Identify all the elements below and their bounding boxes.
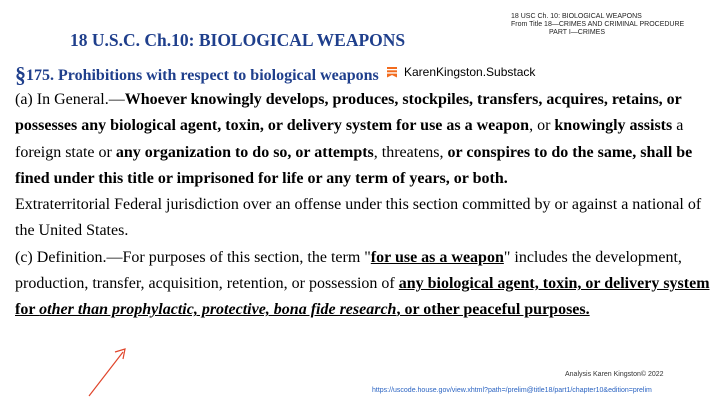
paragraph-b: Extraterritorial Federal jurisdiction over an offense under this section committed by or against a national of the United States. xyxy=(15,196,702,240)
source-link[interactable]: https://uscode.house.gov/view.xhtml?path=/prelim@title18/part1/chapter10&edition=prelim xyxy=(372,387,652,394)
para-c-term: for use as a weapon xyxy=(370,248,504,266)
paragraph-c xyxy=(15,245,715,324)
para-a-label: (a) In General.— xyxy=(15,91,125,108)
paragraph-a xyxy=(15,87,715,192)
section-heading-cut: s xyxy=(372,67,379,84)
section-heading xyxy=(15,62,379,88)
section-symbol: § xyxy=(15,62,26,87)
red-arrow-icon xyxy=(85,340,135,400)
para-c-text: " includes the development, production, transfer, acquisition, retention, or possession of xyxy=(15,248,682,293)
analysis-credit: Analysis Karen Kingston© 2022 xyxy=(565,371,664,378)
para-a-penalty: or conspires to do the same, shall be fined under this title or imprisoned for life or any term of years, or both. xyxy=(15,143,693,187)
substack-watermark xyxy=(386,65,535,79)
para-c-label: (c) Definition.—For purposes of this section, the term " xyxy=(15,248,371,266)
para-c-peaceful: , or other peaceful purposes. xyxy=(396,301,590,319)
para-a-assists: knowingly assists xyxy=(554,117,673,135)
substack-icon xyxy=(386,66,398,78)
para-a-prohibition: Whoever knowingly develops, produces, stockpiles, transfers, acquires, retains, or possesses any biological agent, toxin, or delivery system for use as a weapon xyxy=(15,91,682,135)
source-part: PART I—CRIMES xyxy=(549,29,606,36)
source-title: From Title 18—CRIMES AND CRIMINAL PROCEDURE xyxy=(511,21,685,28)
para-c-exceptions: other than prophylactic, protective, bona fide research xyxy=(39,301,397,319)
para-a-organization: any organization to do so, or attempts xyxy=(115,143,374,161)
section-heading-text: 175. Prohibitions with respect to biological weapon xyxy=(26,67,373,84)
statute-text xyxy=(15,87,715,324)
substack-label: KarenKingston.Substack xyxy=(404,65,536,79)
page-title: 18 U.S.C. Ch.10: BIOLOGICAL WEAPONS xyxy=(70,30,406,50)
para-a-text: , threatens, xyxy=(373,143,448,161)
para-a-text: , or xyxy=(529,117,555,135)
para-a-text: a foreign state or xyxy=(15,117,684,161)
source-chapter: 18 USC Ch. 10: BIOLOGICAL WEAPONS xyxy=(511,13,642,20)
source-info xyxy=(511,13,684,37)
para-c-agent: any biological agent, toxin, or delivery system for xyxy=(15,275,710,319)
